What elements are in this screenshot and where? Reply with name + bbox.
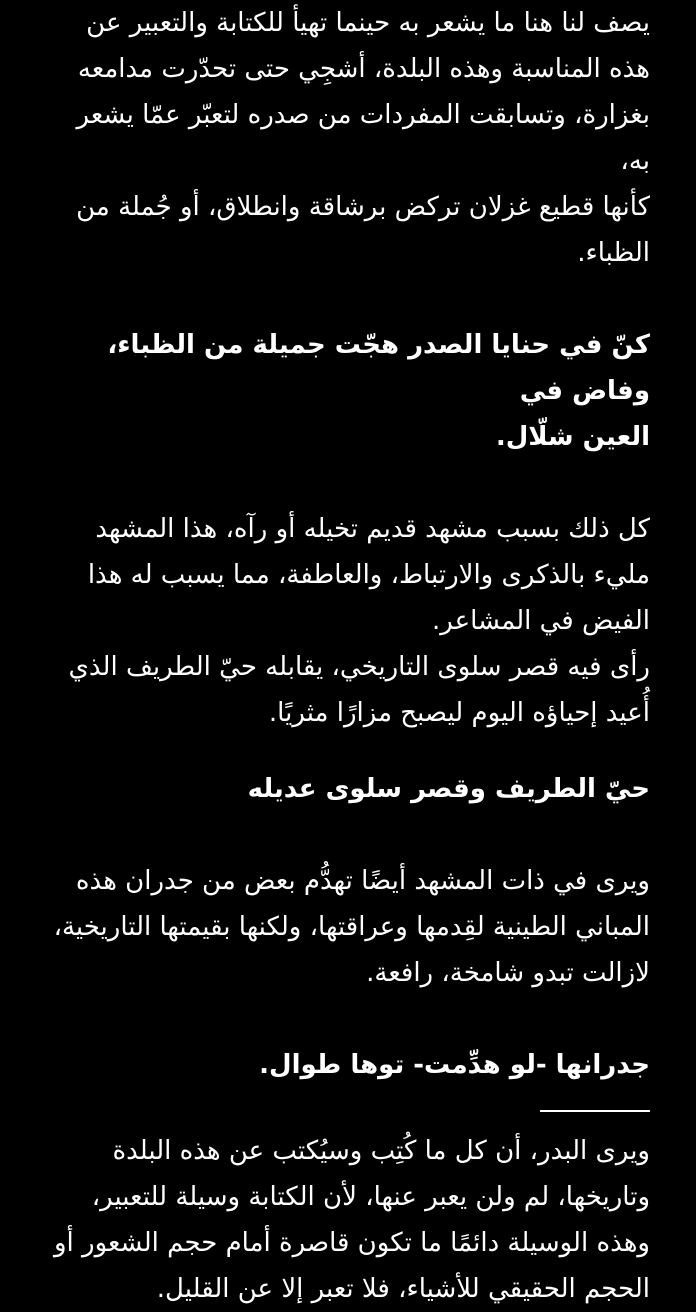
text-line: كأنها قطيع غزلان تركض برشاقة وانطلاق، أو جُملة من <box>76 192 650 222</box>
text-line: أُعيد إحياؤه اليوم ليصبح مزارًا مثريًا. <box>268 698 650 728</box>
text-line: مليء بالذكرى والارتباط، والعاطفة، مما يسبب له هذا <box>87 560 650 590</box>
text-line: ويرى البدر، أن كل ما كُتِب وسيُكتب عن هذه البلدة <box>112 1136 650 1166</box>
text-line: الحجم الحقيقي للأشياء، فلا تعبر إلا عن القليل. <box>156 1274 650 1304</box>
quoted-verse-3: جدرانها -لو هدِّمت- توها طوال. <box>259 1050 650 1080</box>
text-line: المباني الطينية لقِدمها وعراقتها، ولكنها بقيمتها التاريخية، <box>53 912 650 942</box>
paragraph-walls <box>52 858 650 996</box>
text-line: الظباء. <box>577 238 650 268</box>
paragraph-intro <box>52 0 650 276</box>
text-line: هذه المناسبة وهذه البلدة، أشجِي حتى تحدّرت مدامعه <box>77 54 650 84</box>
quoted-verse-2: حيّ الطريف وقصر سلوى عديله <box>247 774 650 804</box>
text-line: وتاريخها، لم ولن يعبر عنها، لأن الكتابة وسيلة للتعبير، <box>91 1182 650 1212</box>
spacer <box>52 812 650 858</box>
quoted-verse-1 <box>52 322 650 460</box>
text-line: العين شلّال. <box>495 422 650 452</box>
text-line: وهذه الوسيلة دائمًا ما تكون قاصرة أمام حجم الشعور أو <box>53 1228 650 1258</box>
text-line: ويرى في ذات المشهد أيضًا تهدُّم بعض من جدران هذه <box>75 866 650 896</box>
paragraph-conclusion <box>52 1128 650 1312</box>
text-line: بغزارة، وتسابقت المفردات من صدره لتعبّر عمّا يشعر به، <box>76 100 650 176</box>
paragraph-scene <box>52 506 650 736</box>
divider-line <box>540 1110 650 1112</box>
spacer <box>52 460 650 506</box>
text-line: رأى فيه قصر سلوى التاريخي، يقابله حيّ الطريف الذي <box>68 652 650 682</box>
spacer <box>52 276 650 322</box>
text-line: لازالت تبدو شامخة، رافعة. <box>366 958 650 988</box>
spacer <box>52 996 650 1042</box>
text-line: يصف لنا هنا ما يشعر به حينما تهيأ للكتابة والتعبير عن <box>86 8 650 38</box>
text-line: كل ذلك بسبب مشهد قديم تخيله أو رآه، هذا المشهد <box>95 514 650 544</box>
spacer <box>52 736 650 766</box>
text-line: كنّ في حنايا الصدر هجّت جميلة من الظباء، وفاض في <box>107 330 650 406</box>
text-line: الفيض في المشاعر. <box>431 606 650 636</box>
